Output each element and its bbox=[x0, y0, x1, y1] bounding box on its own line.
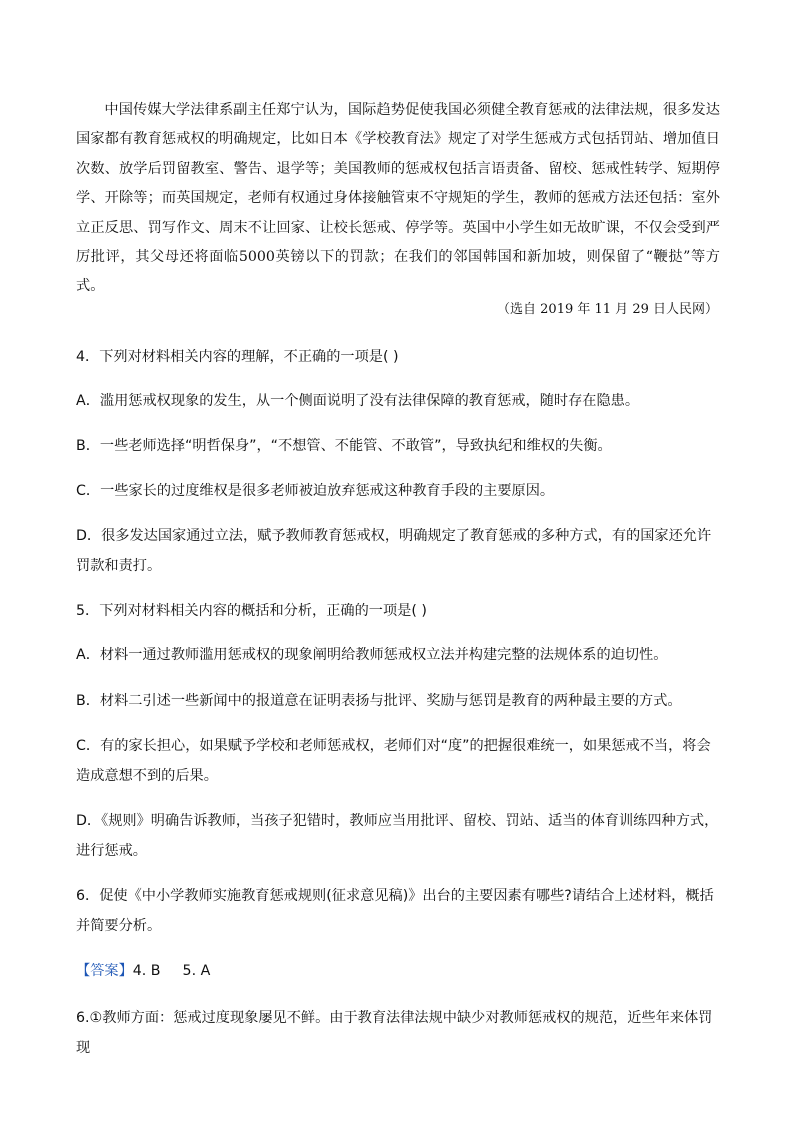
question-4-option-c: C．一些家长的过度维权是很多老师被迫放弃惩戒这种教育手段的主要原因。 bbox=[76, 483, 555, 499]
answer-q6-partial: 6.①教师方面：惩戒过度现象屡见不鲜。由于教育法律法规中缺少对教师惩戒权的规范，近些年来体罚现 bbox=[76, 1010, 713, 1056]
answer-tag: 【答案】 bbox=[76, 963, 133, 979]
question-4-option-a: A．滥用惩戒权现象的发生，从一个侧面说明了没有法律保障的教育惩戒，随时存在隐患。 bbox=[76, 393, 640, 409]
question-5-stem: 5．下列对材料相关内容的概括和分析，正确的一项是( ) bbox=[76, 603, 427, 619]
answer-q4: 4. B bbox=[132, 963, 161, 979]
answer-q5: 5. A bbox=[182, 963, 211, 979]
question-5-option-c: C．有的家长担心，如果赋予学校和老师惩戒权，老师们对“度”的把握很难统一，如果惩戒不当，将会造成意想不到的后果。 bbox=[76, 738, 711, 784]
material-passage bbox=[76, 96, 720, 302]
material-paragraph: 中国传媒大学法律系副主任郑宁认为，国际趋势促使我国必须健全教育惩戒的法律法规，很多发达国家都有教育惩戒权的明确规定，比如日本《学校教育法》规定了对学生惩戒方式包括罚站、增加值日次数、放学后罚留教室、警告、退学等；美国教师的惩戒权包括言语责备、留校、惩戒性转学、短期停学、开除等；而英国规定，老师有权通过身体接触管束不守规矩的学生，教师的惩戒方法还包括：室外立正反思、罚写作文、周末不让回家、让校长惩戒、停学等。英国中小学生如无故旷课，不仅会受到严厉批评，其父母还将面临5000英镑以下的罚款；在我们的邻国韩国和新加坡，则保留了“鞭挞”等方式。 bbox=[76, 102, 720, 295]
question-5-option-d: D．《规则》明确告诉教师，当孩子犯错时，教师应当用批评、留校、罚站、适当的体育训练四种方式，进行惩戒。 bbox=[76, 813, 719, 859]
source-citation: （选自 2019 年 11 月 29 日人民网） bbox=[497, 302, 718, 317]
question-5-option-a: A．材料一通过教师滥用惩戒权的现象阐明给教师惩戒权立法并构建完整的法规体系的迫切性。 bbox=[76, 647, 668, 663]
question-4-option-d: D．很多发达国家通过立法，赋予教师教育惩戒权，明确规定了教育惩戒的多种方式，有的国家还允许罚款和责打。 bbox=[76, 528, 712, 574]
question-6-stem: 6．促使《中小学教师实施教育惩戒规则(征求意见稿)》出台的主要因素有哪些?请结合上述材料，概括并简要分析。 bbox=[76, 888, 714, 934]
question-4-stem: 4．下列对材料相关内容的理解，不正确的一项是( ) bbox=[76, 349, 399, 365]
question-5-option-b: B．材料二引述一些新闻中的报道意在证明表扬与批评、奖励与惩罚是教育的两种最主要的方式。 bbox=[76, 693, 682, 709]
answer-line bbox=[76, 956, 722, 986]
question-4-option-b: B．一些老师选择“明哲保身”，“不想管、不能管、不敢管”，导致执纪和维权的失衡。 bbox=[76, 438, 612, 454]
